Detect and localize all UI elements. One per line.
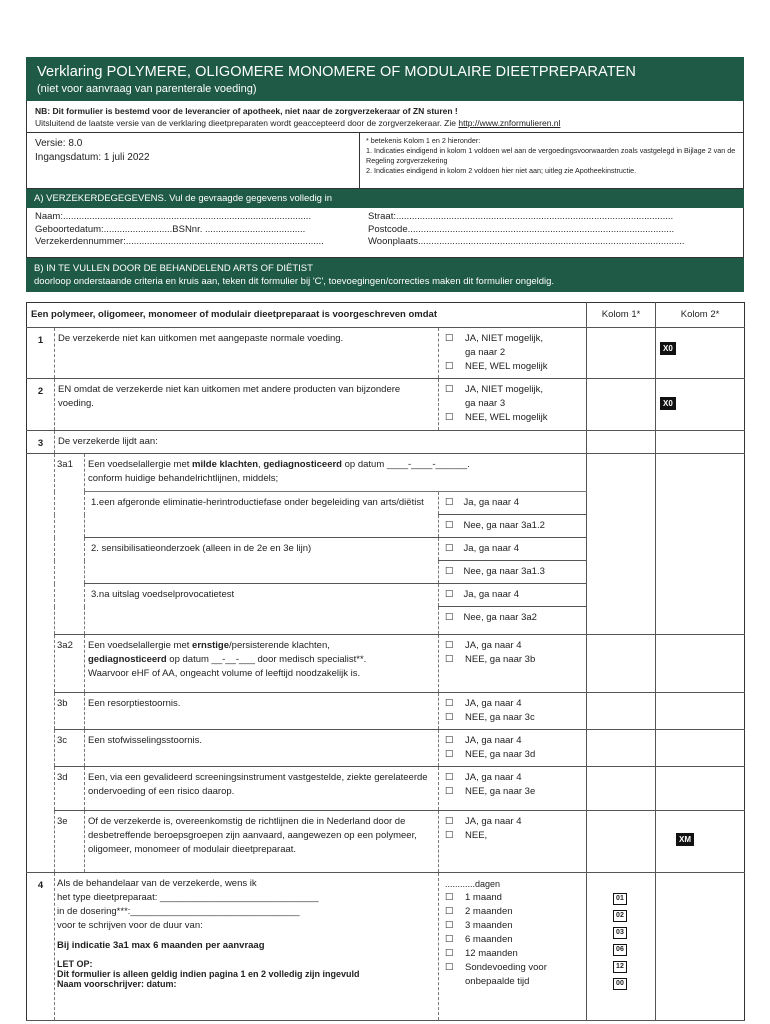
checkbox[interactable]: ☐ — [445, 612, 454, 623]
date-field: op datum __-__-___ door medisch specialist**. — [166, 654, 367, 665]
checkbox[interactable]: ☐ — [445, 772, 454, 783]
option-label: 3 maanden — [465, 920, 513, 931]
table-row — [27, 431, 745, 454]
postcode-field[interactable]: Postcode..................................................................................................... — [368, 223, 675, 235]
table-row — [27, 584, 745, 607]
option-label: JA, NIET mogelijk, — [465, 384, 543, 395]
checkbox[interactable]: ☐ — [445, 735, 454, 746]
option-label: NEE, — [465, 830, 488, 841]
checkbox[interactable]: ☐ — [445, 333, 454, 344]
section-b-title: B) IN TE VULLEN DOOR DE BEHANDELEND ARTS OF DIËTIST — [34, 263, 313, 274]
checkbox[interactable]: ☐ — [445, 520, 454, 531]
checkbox[interactable]: ☐ — [445, 698, 454, 709]
checkbox[interactable]: ☐ — [445, 786, 454, 797]
column-1-header: Kolom 1* — [587, 303, 656, 328]
emphasis: ernstige — [192, 640, 230, 651]
checkbox[interactable]: ☐ — [445, 816, 454, 827]
warning-text: Dit formulier is alleen geldig indien pagina 1 en 2 volledig zijn ingevuld — [57, 969, 360, 979]
question-3e-text: Of de verzekerde is, overeenkomstig de richtlijnen die in Nederland door de desbetreffende beroepsgroepen zijn aanvaard, aangewezen op een polymeer, oligomeer, monomeer of modulair dieetpreparaat. — [85, 811, 439, 873]
checkbox[interactable]: ☐ — [445, 934, 454, 945]
checkbox[interactable]: ☐ — [445, 640, 454, 651]
notice-link[interactable]: http://www.znformulieren.nl — [458, 118, 561, 128]
section-b-header — [26, 258, 744, 292]
option-label: Nee, ga naar 3a1.3 — [463, 566, 545, 577]
option-label: JA, NIET mogelijk, — [465, 333, 543, 344]
form-header — [26, 57, 744, 101]
option-label: Ja, ga naar 4 — [463, 497, 519, 508]
option-label: JA, ga naar 4 — [465, 640, 522, 651]
table-row — [27, 492, 745, 515]
table-row — [27, 693, 745, 730]
column-note-2: 2. Indicaties eindigend in kolom 2 voldoen hier niet aan; uitleg zie Apotheekinstructie. — [366, 166, 637, 175]
option-label: JA, ga naar 4 — [465, 698, 522, 709]
option-label: Ja, ga naar 4 — [463, 543, 519, 554]
birthdate-bsn-field[interactable]: Geboortedatum:..........................BSNnr. ...................................... — [35, 223, 306, 235]
dosage-field[interactable]: in de dosering***:________________________________ — [57, 906, 300, 917]
max-duration-note: Bij indicatie 3a1 max 6 maanden per aanvraag — [57, 940, 265, 951]
notice-bold: NB: Dit formulier is bestemd voor de leverancier of apotheek, niet naar de zorgverzekeraar of ZN sturen ! — [35, 106, 458, 116]
question-3a2-text: Een voedselallergie met — [88, 640, 193, 651]
duration-code: 03 — [613, 927, 627, 939]
version-number: Versie: 8.0 — [35, 138, 83, 149]
table-row — [27, 454, 745, 492]
checkbox[interactable]: ☐ — [445, 749, 454, 760]
option-label: 1 maand — [465, 892, 502, 903]
option-label: JA, ga naar 4 — [465, 816, 522, 827]
checkbox[interactable]: ☐ — [445, 906, 454, 917]
option-label: NEE, ga naar 3b — [465, 654, 536, 665]
duration-code: 02 — [613, 910, 627, 922]
question-number: 3d — [55, 767, 85, 811]
table-row — [27, 379, 745, 431]
column-code: XM — [676, 833, 694, 846]
table-header — [27, 303, 745, 328]
question-number: 3c — [55, 730, 85, 767]
form-subtitle: (niet voor aanvraag van parenterale voeding) — [37, 83, 257, 95]
warning-title: LET OP: — [57, 959, 93, 969]
question-3c-text: Een stofwisselingsstoornis. — [85, 730, 439, 767]
column-note-title: * betekenis Kolom 1 en 2 hieronder: — [366, 136, 481, 145]
emphasis: milde klachten — [192, 459, 259, 470]
duration-code: 12 — [613, 961, 627, 973]
criteria-table — [26, 302, 745, 1021]
question-4-intro: Als de behandelaar van de verzekerde, wens ik — [57, 878, 257, 889]
emphasis: gediagnosticeerd — [88, 654, 167, 665]
table-row — [27, 767, 745, 811]
text-fragment: conform huidige behandelrichtlijnen, middels; — [88, 473, 279, 484]
column-2-header: Kolom 2* — [656, 303, 745, 328]
street-field[interactable]: Straat:......................................................................................................... — [368, 211, 674, 222]
text-fragment: , — [258, 459, 264, 470]
option-label: JA, ga naar 4 — [465, 772, 522, 783]
insured-number-field[interactable]: Verzekerdennummer:........................................................................... — [35, 236, 324, 247]
checkbox[interactable]: ☐ — [445, 830, 454, 841]
question-number: 3 — [27, 431, 55, 454]
option-label: NEE, WEL mogelijk — [465, 412, 548, 423]
notice-line: Uitsluitend de laatste versie van de verklaring dieetpreparaten wordt geaccepteerd door de zorgverzekeraar. Zie — [35, 118, 459, 128]
notice-box — [26, 101, 744, 133]
question-3-text: De verzekerde lijdt aan: — [55, 431, 587, 454]
question-3b-text: Een resorptiestoornis. — [85, 693, 439, 730]
duration-code: 06 — [613, 944, 627, 956]
option-label: JA, ga naar 4 — [465, 735, 522, 746]
option-label: ga naar 3 — [465, 398, 506, 409]
checkbox[interactable]: ☐ — [445, 892, 454, 903]
question-number: 4 — [27, 873, 55, 1021]
table-row — [27, 538, 745, 561]
option-label: 12 maanden — [465, 948, 518, 959]
table-heading: Een polymeer, oligomeer, monomeer of modulair dieetpreparaat is voorgeschreven omdat — [27, 303, 587, 328]
checkbox[interactable]: ☐ — [445, 543, 454, 554]
option-label: Nee, ga naar 3a1.2 — [463, 520, 545, 531]
option-label: Sondevoeding voor — [465, 962, 547, 973]
version-box — [26, 133, 744, 189]
sub-criterion-1: 1.een afgeronde eliminatie-herintroductiefase onder begeleiding van arts/diëtist — [85, 492, 439, 538]
column-code: X0 — [660, 397, 676, 410]
question-number: 3b — [55, 693, 85, 730]
sub-criterion-3: 3.na uitslag voedselprovocatietest — [85, 584, 439, 635]
table-row — [27, 328, 745, 379]
option-label: NEE, ga naar 3d — [465, 749, 536, 760]
checkbox[interactable]: ☐ — [445, 384, 454, 395]
text-fragment: Waarvoor eHF of AA, ongeacht volume of leeftijd noodzakelijk is. — [88, 668, 361, 679]
checkbox[interactable]: ☐ — [445, 566, 454, 577]
form-page — [26, 57, 744, 1021]
checkbox[interactable]: ☐ — [445, 589, 454, 600]
checkbox[interactable]: ☐ — [445, 920, 454, 931]
checkbox[interactable]: ☐ — [445, 962, 454, 973]
date-field: op datum ____-____-______. — [342, 459, 470, 470]
option-label: Ja, ga naar 4 — [463, 589, 519, 600]
question-number: 3a2 — [55, 635, 85, 693]
signature-field[interactable]: Naam voorschrijver: datum: — [57, 979, 177, 989]
question-number: 1 — [27, 328, 55, 379]
checkbox[interactable]: ☐ — [445, 497, 454, 508]
checkbox[interactable]: ☐ — [445, 654, 454, 665]
table-row — [27, 811, 745, 873]
question-number: 3e — [55, 811, 85, 873]
question-2-text: EN omdat de verzekerde niet kan uitkomen met andere producten van bijzondere voeding. — [55, 379, 439, 431]
option-label: ga naar 2 — [465, 347, 506, 358]
table-row — [27, 730, 745, 767]
duration-code: 01 — [613, 893, 627, 905]
question-3a1-text: Een voedselallergie met — [88, 459, 193, 470]
emphasis: gediagnosticeerd — [263, 459, 342, 470]
option-label: NEE, WEL mogelijk — [465, 361, 548, 372]
checkbox[interactable]: ☐ — [445, 712, 454, 723]
checkbox[interactable]: ☐ — [445, 412, 454, 423]
product-type-field[interactable]: het type dieetpreparaat: ______________________________ — [57, 892, 319, 903]
option-label: 2 maanden — [465, 906, 513, 917]
table-row — [27, 873, 745, 1021]
text-fragment: /persisterende klachten, — [229, 640, 330, 651]
table-row — [27, 635, 745, 693]
insured-details — [26, 208, 744, 258]
question-number: 2 — [27, 379, 55, 431]
section-b-subtitle: doorloop onderstaande criteria en kruis aan, teken dit formulier bij 'C', toevoegingen/correcties maken dit formulier ongeldig. — [34, 276, 555, 287]
sub-criterion-2: 2. sensibilisatieonderzoek (alleen in de 2e en 3e lijn) — [85, 538, 439, 584]
question-1-text: De verzekerde niet kan uitkomen met aangepaste normale voeding. — [55, 328, 439, 379]
option-label: onbepaalde tijd — [465, 976, 530, 987]
city-field[interactable]: Woonplaats..................................................................................................... — [368, 236, 685, 247]
checkbox[interactable]: ☐ — [445, 361, 454, 372]
column-code: X0 — [660, 342, 676, 355]
duration-code: 00 — [613, 978, 627, 990]
option-label: NEE, ga naar 3e — [465, 786, 536, 797]
form-title: Verklaring POLYMERE, OLIGOMERE MONOMERE OF MODULAIRE DIEETPREPARATEN — [37, 64, 636, 80]
option-label: NEE, ga naar 3c — [465, 712, 535, 723]
column-note-1: 1. Indicaties eindigend in kolom 1 voldoen wel aan de vergoedingsvoorwaarden zoals vastgelegd in Bijlage 2 van de Regeling zorgverzekering — [366, 146, 736, 165]
days-field[interactable]: ............dagen — [445, 879, 501, 889]
checkbox[interactable]: ☐ — [445, 948, 454, 959]
option-label: 6 maanden — [465, 934, 513, 945]
duration-prompt: voor te schrijven voor de duur van: — [57, 920, 203, 931]
effective-date: Ingangsdatum: 1 juli 2022 — [35, 152, 150, 163]
option-label: Nee, ga naar 3a2 — [463, 612, 537, 623]
question-number: 3a1 — [55, 454, 85, 492]
name-field[interactable]: Naam:.............................................................................................. — [35, 211, 312, 222]
section-a-title: A) VERZEKERDEGEGEVENS. Vul de gevraagde gegevens volledig in — [26, 189, 744, 208]
question-3d-text: Een, via een gevalideerd screeningsinstrument vastgestelde, ziekte gerelateerde ondervoeding of een risico daarop. — [85, 767, 439, 811]
